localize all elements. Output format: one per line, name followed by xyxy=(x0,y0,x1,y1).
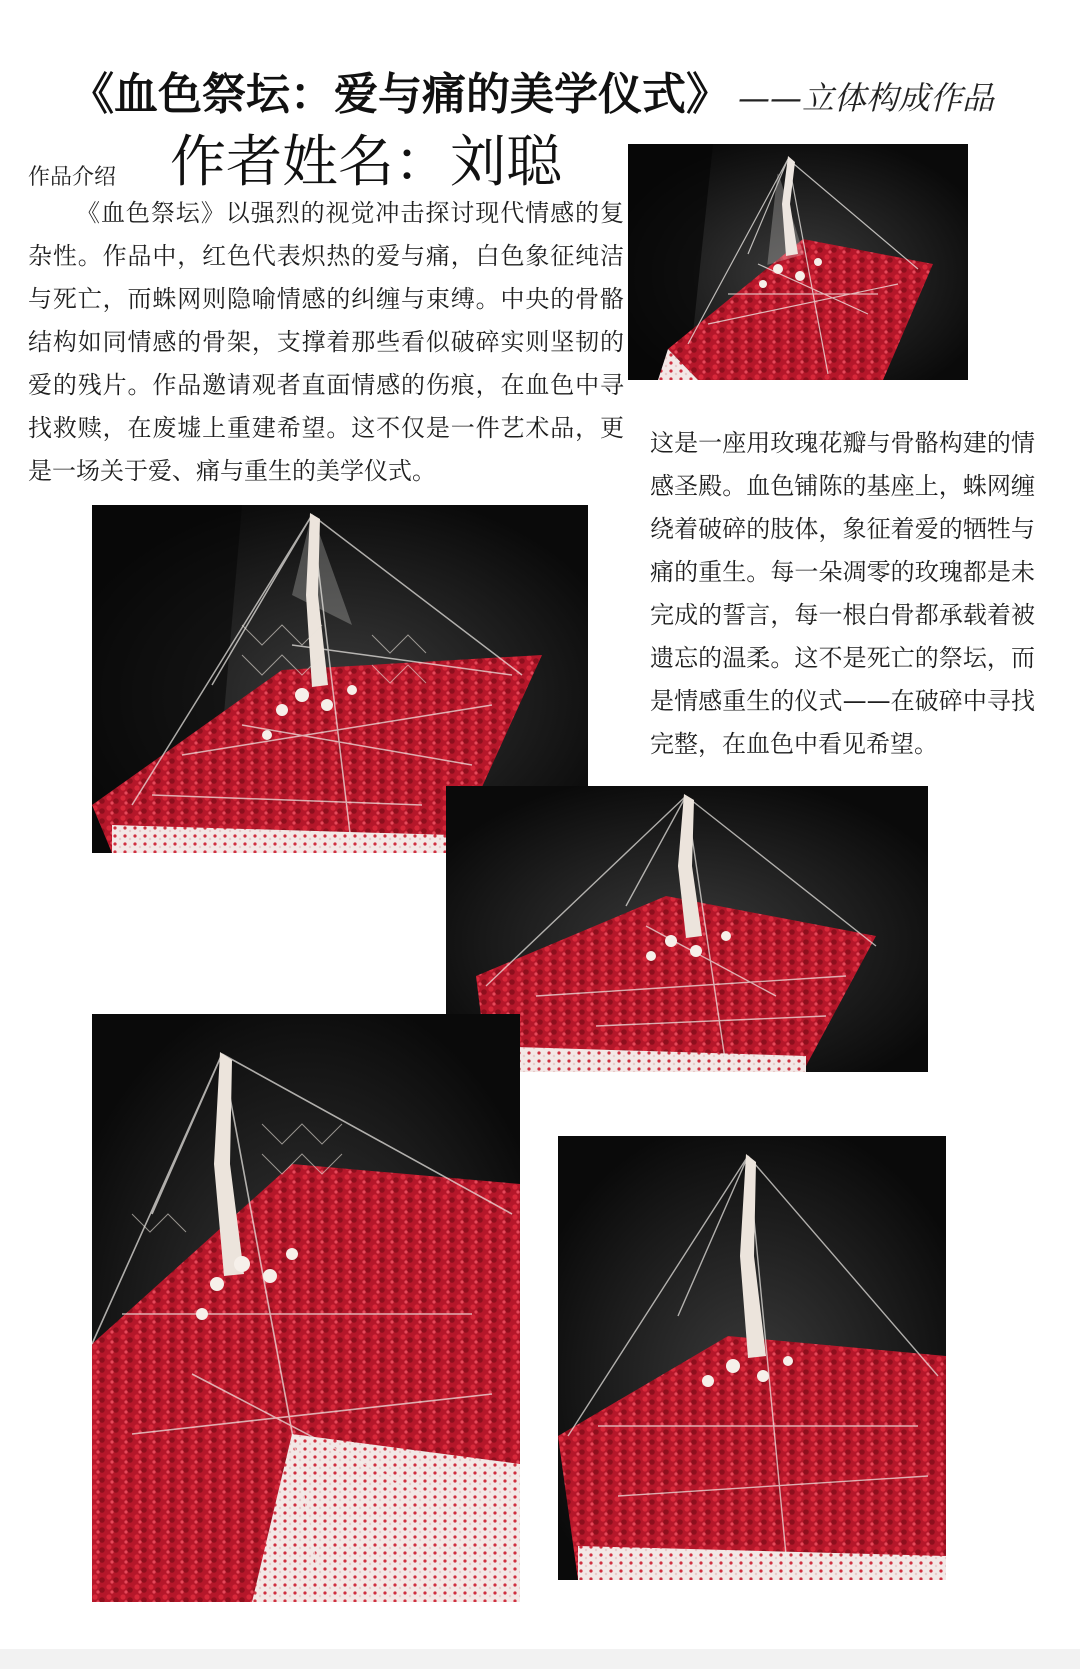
description-paragraph: 这是一座用玫瑰花瓣与骨骼构建的情感圣殿。血色铺陈的基座上，蛛网缠绕着破碎的肢体，象征着爱的牺牲与痛的重生。每一朵凋零的玫瑰都是未完成的誓言，每一根白骨都承载着被遗忘的温柔。这不是死亡的祭坛，而是情感重生的仪式——在破碎中寻找完整，在血色中看见希望。 xyxy=(650,429,1035,758)
title-row xyxy=(70,58,1070,122)
artwork-photo-5 xyxy=(558,1136,946,1580)
intro-paragraph: 《血色祭坛》以强烈的视觉冲击探讨现代情感的复杂性。作品中，红色代表炽热的爱与痛，白色象征纯洁与死亡，而蛛网则隐喻情感的纠缠与束缚。中央的骨骼结构如同情感的骨架，支撑着那些看似破碎实则坚韧的爱的残片。作品邀请观者直面情感的伤痕，在血色中寻找救赎，在废墟上重建希望。这不仅是一件艺术品，更是一场关于爱、痛与重生的美学仪式。 xyxy=(28,199,624,485)
artwork-photo-4 xyxy=(92,1014,520,1602)
artwork-photo-1 xyxy=(628,144,968,380)
page-footer-band xyxy=(0,1649,1080,1669)
author-name: 作者姓名：刘聪 xyxy=(170,130,562,195)
work-title: 《血色祭坛：爱与痛的美学仪式》 xyxy=(70,69,730,120)
intro-label: 作品介绍 xyxy=(28,165,117,190)
work-subtitle: ——立体构成作品 xyxy=(738,79,995,117)
